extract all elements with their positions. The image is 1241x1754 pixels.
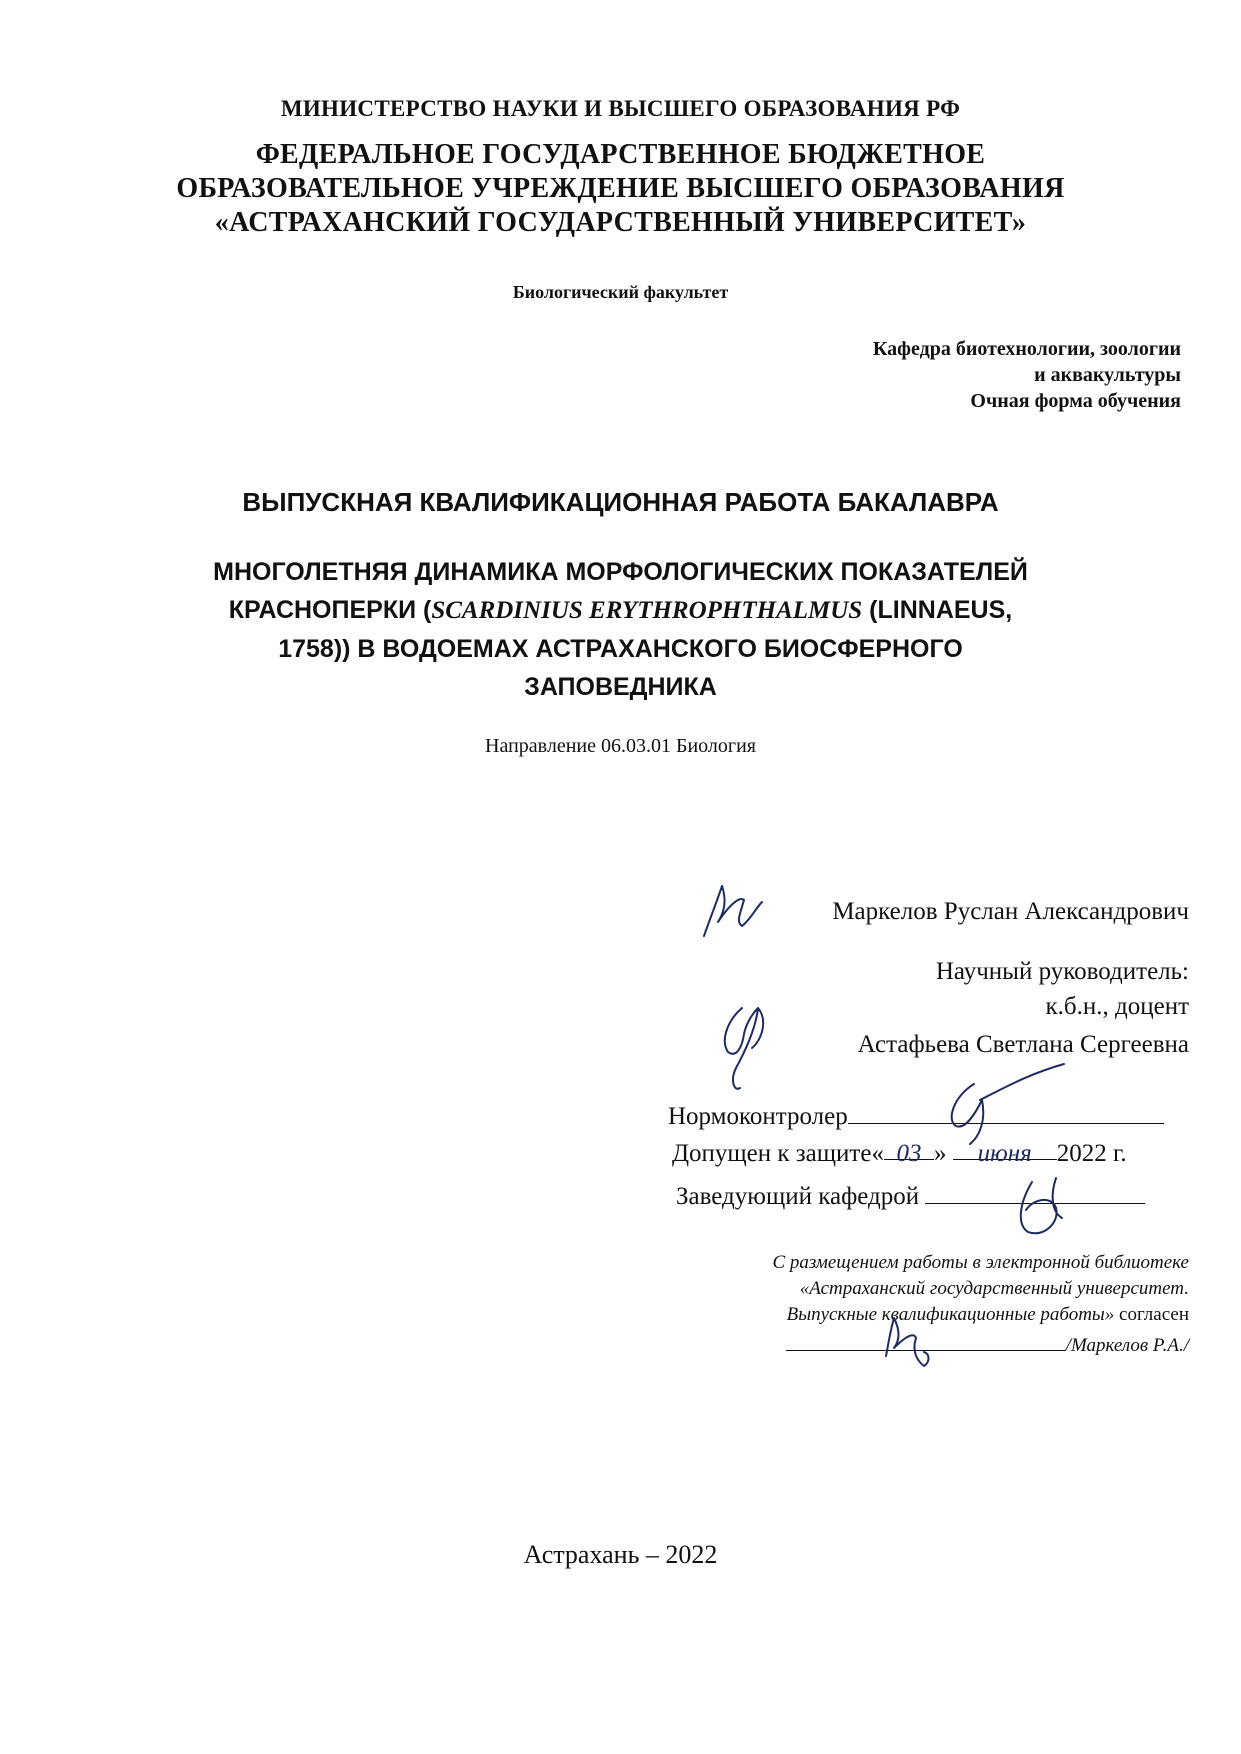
city-year: Астрахань – 2022 xyxy=(523,1540,718,1569)
head-signature-icon xyxy=(996,1172,1086,1242)
thesis-title-line4: ЗАПОВЕДНИКА xyxy=(524,673,717,701)
author-signature-icon xyxy=(700,880,770,940)
thesis-title xyxy=(0,553,1241,706)
department-line2: и аквакультуры xyxy=(1034,364,1181,386)
work-type-heading: ВЫПУСКНАЯ КВАЛИФИКАЦИОННАЯ РАБОТА БАКАЛАВРА xyxy=(242,487,999,517)
institution-name-line1: ФЕДЕРАЛЬНОЕ ГОСУДАРСТВЕННОЕ БЮДЖЕТНОЕ xyxy=(255,139,986,170)
head-label: Заведующий кафедрой xyxy=(676,1183,920,1210)
department-line1: Кафедра биотехнологии, зоологии xyxy=(872,338,1181,360)
consent-signature-icon xyxy=(880,1312,940,1372)
consent-line2: «Астраханский государственный университет. xyxy=(799,1278,1189,1299)
admitted-month: июня xyxy=(953,1137,1057,1160)
faculty-name: Биологический факультет xyxy=(512,282,729,302)
supervisor-signature-icon xyxy=(712,1000,782,1095)
institution-name-line2: ОБРАЗОВАТЕЛЬНОЕ УЧРЕЖДЕНИЕ ВЫСШЕГО ОБРАЗОВАНИЯ xyxy=(176,173,1065,204)
consent-signer: /Маркелов Р.А./ xyxy=(1065,1335,1189,1356)
supervisor-name: Астафьева Светлана Сергеевна xyxy=(857,1031,1189,1058)
consent-line1: С размещением работы в электронной библиотеке xyxy=(772,1252,1189,1273)
species-name: SCARDINIUS ERYTHROPHTHALMUS xyxy=(431,597,863,624)
admitted-label: Допущен к защите xyxy=(672,1140,872,1167)
head-row xyxy=(676,1180,1204,1214)
admitted-day: 03 xyxy=(884,1137,934,1160)
thesis-title-line1: МНОГОЛЕТНЯЯ ДИНАМИКА МОРФОЛОГИЧЕСКИХ ПОКАЗАТЕЛЕЙ xyxy=(213,558,1028,586)
department-block xyxy=(661,336,1181,414)
author-name: Маркелов Руслан Александрович xyxy=(832,898,1189,925)
institution-name-line3: «АСТРАХАНСКИЙ ГОСУДАРСТВЕННЫЙ УНИВЕРСИТЕТ» xyxy=(214,207,1027,238)
thesis-title-line2: КРАСНОПЕРКИ (SCARDINIUS ERYTHROPHTHALMUS (LINNAEUS, xyxy=(228,596,1013,624)
study-direction: Направление 06.03.01 Биология xyxy=(485,735,756,757)
thesis-title-line3: 1758)) В ВОДОЕМАХ АСТРАХАНСКОГО БИОСФЕРНОГО xyxy=(278,635,963,663)
consent-line3: Выпускные квалификационные работы» согласен xyxy=(786,1304,1189,1325)
study-form: Очная форма обучения xyxy=(970,390,1181,412)
normcontrol-label: Нормоконтролер xyxy=(668,1103,848,1130)
supervisor-label: Научный руководитель: xyxy=(935,958,1189,985)
supervisor-degree: к.б.н., доцент xyxy=(1045,993,1189,1020)
admitted-row: Допущен к защите« 03 » июня 2022 г. xyxy=(672,1137,1200,1171)
ministry-heading: МИНИСТЕРСТВО НАУКИ И ВЫСШЕГО ОБРАЗОВАНИЯ РФ xyxy=(280,96,961,121)
admitted-year: 2022 г. xyxy=(1056,1140,1127,1167)
